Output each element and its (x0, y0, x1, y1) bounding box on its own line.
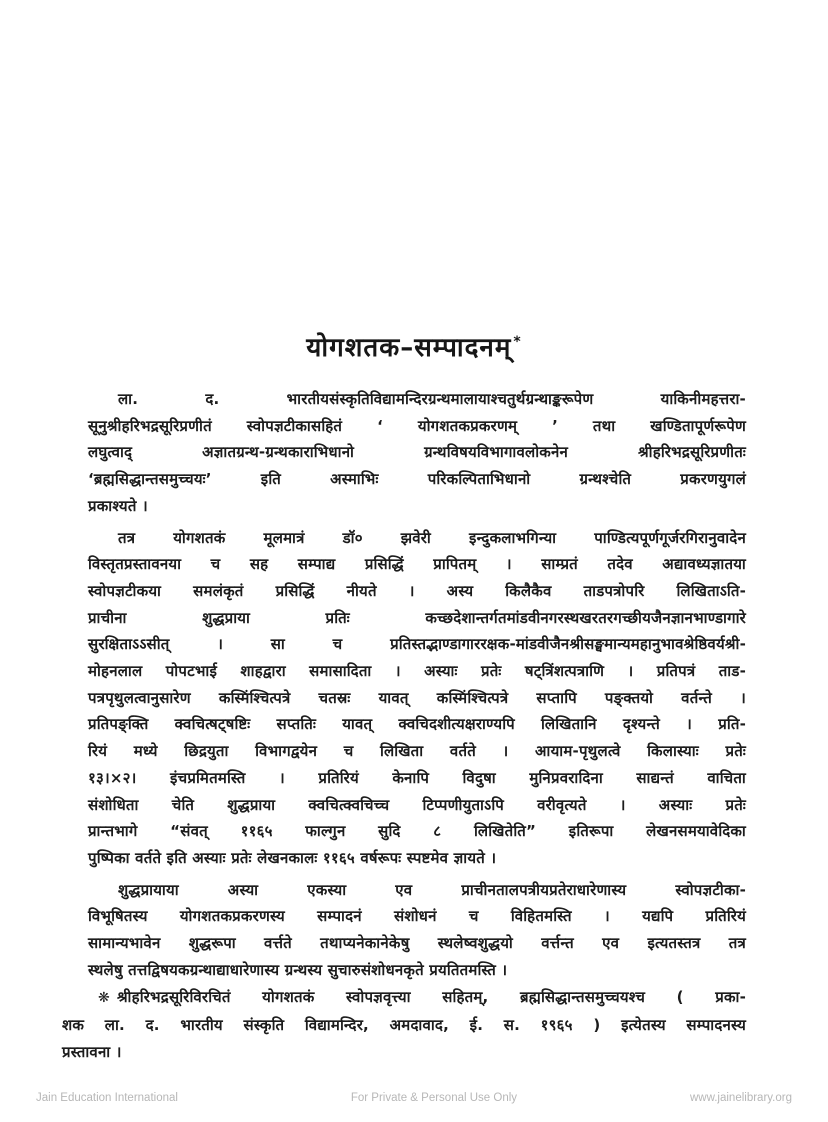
text-line: पत्रपृथुलत्वानुसारेण कस्मिंश्चित्पत्रे चतस्रः यावत् कस्मिंश्चित्पत्रे सप्तापि पङ्क्तयो वर्तन्ते । (88, 688, 746, 707)
footnote-text: श्रीहरिभद्रसूरिविरचितं योगशतकं स्वोपज्ञवृत्त्या सहितम्, ब्रह्मसिद्धान्तसमुच्चयश्च ( प्रका- (116, 988, 746, 1006)
text-line: सूनुश्रीहरिभद्रसूरिप्रणीतं स्वोपज्ञटीकासहितं ‘ योगशतकप्रकरणम् ’ तथा खण्डितापूर्णरूपेण (88, 416, 746, 435)
footnote-line (62, 984, 746, 1012)
footer-left-text: Jain Education International (36, 1092, 178, 1104)
text-line: ‘ब्रह्मसिद्धान्तसमुच्चयः’ इति अस्माभिः परिकल्पिताभिधानो ग्रन्थश्चेति प्रकरणयुगलं (88, 470, 746, 489)
footnote-line: शक ला. द. भारतीय संस्कृति विद्यामन्दिर, अमदावाद, ई. स. १९६५ ) इत्येतस्य सम्पादनस्य (62, 1016, 746, 1034)
text-line: रियं मध्ये छिद्रयुता विभागद्वयेन च लिखिता वर्तते । आयाम-पृथुलत्वे किलास्याः प्रतेः (88, 742, 746, 761)
text-line: विस्तृतप्रस्तावनया च सह सम्पाद्य प्रसिद्धिं प्रापितम् । साम्प्रतं तदेव अद्यावध्यज्ञातया (88, 555, 746, 574)
page-title (0, 328, 828, 364)
text-line: पुष्पिका वर्तते इति अस्याः प्रतेः लेखनकालः ११६५ वर्षरूपः स्पष्टमेव ज्ञायते । (88, 848, 497, 867)
text-line: विभूषितस्य योगशतकप्रकरणस्य सम्पादनं संशोधनं च विहितमस्ति । यद्यपि प्रतिरियं (88, 907, 746, 926)
text-line: सुरक्षिताऽऽसीत् । सा च प्रतिस्तद्भाण्डागाररक्षक-मांडवीजैनश्रीसङ्घमान्यमहानुभावश्रेष्ठिवर्यश्री- (88, 635, 746, 654)
text-line: मोहनलाल पोपटभाई शाहद्वारा समासादिता । अस्याः प्रतेः षट्त्रिंशत्पत्राणि । प्रतिपत्रं ताड- (88, 662, 746, 681)
footnote (62, 984, 746, 1066)
text-line: ला. द. भारतीयसंस्कृतिविद्यामन्दिरग्रन्थमालायाश्चतुर्थग्रन्थाङ्करूपेण याकिनीमहत्तरा- (118, 390, 746, 408)
document-body (88, 386, 746, 983)
text-line: संशोधिता चेति शुद्धप्राया क्वचित्क्वचिच्च टिप्पणीयुताऽपि वरीवृत्यते । अस्याः प्रतेः (88, 795, 746, 814)
text-line: प्रान्तभागे “संवत् ११६५ फाल्गुन सुदि ८ लिखितेति” इतिरूपा लेखनसमयावेदिका (88, 822, 746, 841)
paragraph (88, 877, 746, 984)
footnote-flower-icon: ❋ (98, 990, 110, 1006)
footnote-line: प्रस्तावना । (62, 1043, 122, 1061)
page-title-text: योगशतक–सम्पादनम् (306, 333, 512, 363)
text-line: प्रतिपङ्क्ति क्वचित्षट्षष्टिः सप्ततिः यावत् क्वचिदशीत्यक्षराण्यपि लिखितानि दृश्यन्ते । प्रति- (88, 715, 746, 734)
text-line: लघुत्वाद् अज्ञातग्रन्थ-ग्रन्थकाराभिधानो ग्रन्थविषयविभागावलोकनेन श्रीहरिभद्रसूरिप्रणीतः (88, 443, 746, 462)
text-line: सामान्यभावेन शुद्धरूपा वर्त्तते तथाप्यनेकानेकेषु स्थलेष्वशुद्धयो वर्त्तन्त एव इत्यतस्तत्र तत्र (88, 934, 746, 953)
text-line: १३।×२। इंचप्रमितमस्ति । प्रतिरियं केनापि विदुषा मुनिप्रवरादिना साद्यन्तं वाचिता (88, 768, 746, 787)
text-line: तत्र योगशतकं मूलमात्रं डॉ० झवेरी इन्दुकलाभगिन्या पाण्डित्यपूर्णगूर्जरगिरानुवादेन (118, 528, 746, 547)
footer-center-text: For Private & Personal Use Only (350, 1092, 518, 1104)
text-line: शुद्धप्रायाया अस्या एकस्या एव प्राचीनतालपत्रीयप्रतेराधारेणास्य स्वोपज्ञटीका- (118, 880, 746, 899)
text-line: प्रकाश्यते । (88, 496, 148, 515)
footer-right-url: www.jainelibrary.org (689, 1092, 792, 1104)
footer-bar (0, 1092, 828, 1104)
text-line: स्थलेषु तत्तद्विषयकग्रन्थाद्याधारेणास्य ग्रन्थस्य सुचारुसंशोधनकृते प्रयतितमस्ति । (88, 960, 508, 979)
text-line: प्राचीना शुद्धप्राया प्रतिः कच्छदेशान्तर्गतमांडवीनगरस्थखरतरगच्छीयजैनज्ञानभाण्डागारे (88, 608, 746, 627)
text-line: स्वोपज्ञटीकया समलंकृतं प्रसिद्धिं नीयते । अस्य किलैकैव ताडपत्रोपरि लिखिताऽति- (88, 581, 746, 600)
paragraph (88, 386, 746, 520)
paragraph (88, 525, 746, 872)
title-asterisk-marker: * (513, 334, 522, 351)
